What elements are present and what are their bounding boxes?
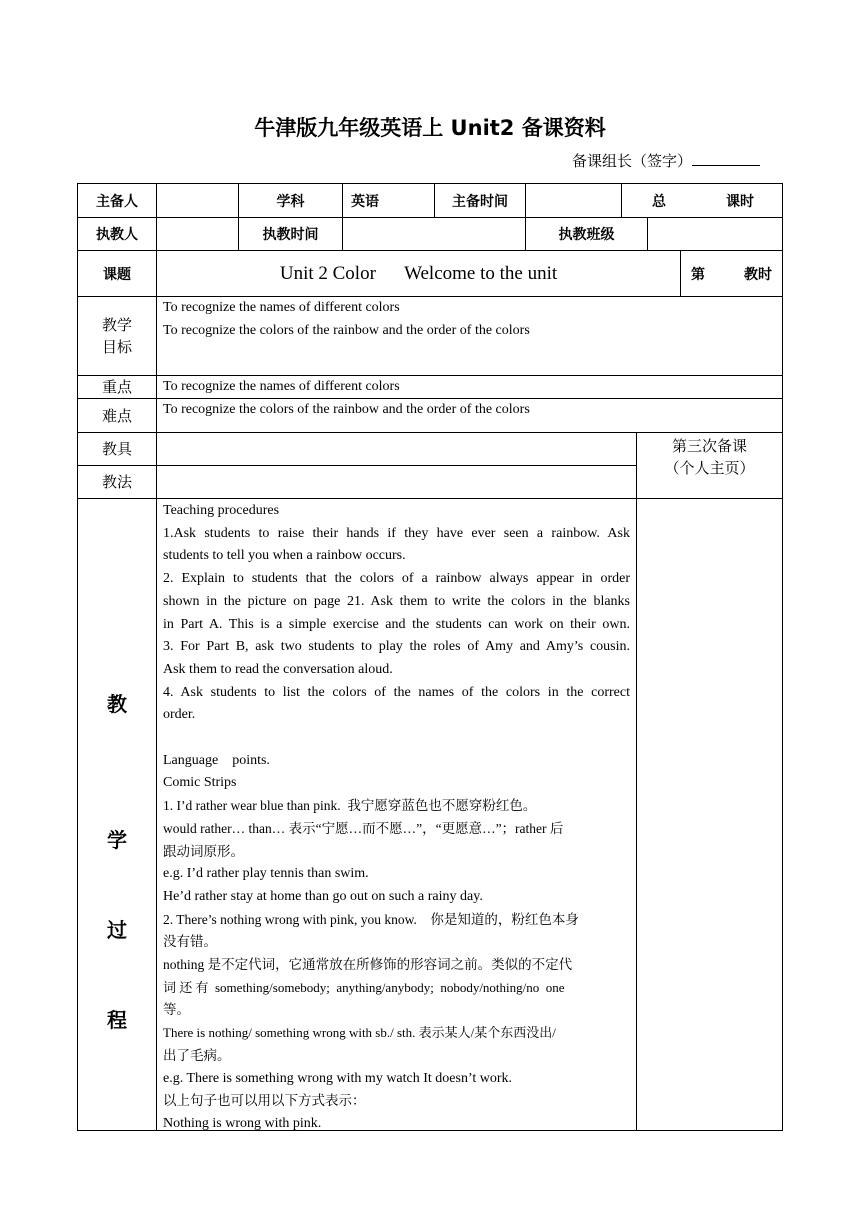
total-label: 总 — [652, 193, 666, 210]
process-char: 学 — [107, 828, 127, 852]
process-char: 过 — [107, 918, 127, 942]
lead-teacher-label: 主备人 — [78, 184, 157, 218]
process-line: students to tell you when a rainbow occurs. — [163, 548, 406, 564]
objective-line: To recognize the colors of the rainbow and the order of the colors — [163, 322, 530, 338]
process-line: There is nothing/ something wrong with sb./ sth. 表示某人/某个东西没出/ — [163, 1025, 556, 1041]
process-line: Teaching procedures — [163, 503, 280, 518]
objectives-content — [157, 297, 782, 376]
key-point-value: To recognize the names of different colors — [157, 376, 782, 399]
objective-line: To recognize the names of different colors — [163, 300, 400, 315]
process-line: Comic Strips — [163, 775, 237, 791]
process-line: Language points. — [163, 752, 270, 768]
period-no-label: 第 — [691, 266, 705, 283]
teaching-aids-label: 教具 — [78, 433, 157, 466]
process-line: 3. For Part B, ask two students to play the roles of Amy and Amy’s cousin. — [163, 639, 630, 655]
process-line: 1.Ask students to raise their hands if they have ever seen a rainbow. Ask — [163, 525, 630, 541]
process-line: order. — [163, 707, 196, 723]
process-line: 等。 — [163, 1002, 190, 1018]
process-line: in Part A. This is a simple exercise and the students can work on their own. — [163, 616, 630, 632]
key-point-label: 重点 — [78, 376, 157, 399]
process-line: would rather… than… 表示“宁愿…而不愿…”，“更愿意…”；rather 后 — [163, 820, 564, 836]
prep-time-label: 主备时间 — [435, 184, 526, 218]
process-char: 程 — [107, 1008, 127, 1032]
process-line: Nothing is wrong with pink. — [163, 1115, 322, 1131]
process-label — [78, 499, 157, 1131]
process-char: 教 — [107, 692, 127, 716]
teaching-method-label: 教法 — [78, 466, 157, 499]
process-line: 没有错。 — [163, 934, 217, 950]
topic-label: 课题 — [78, 251, 157, 297]
subject-value: 英语 — [343, 184, 435, 218]
process-line: 跟动词原形。 — [163, 843, 244, 859]
third-prep-subtitle: （个人主页） — [664, 459, 755, 477]
process-line: shown in the picture on page 21. Ask them to write the colors in the blanks — [163, 593, 630, 609]
teaching-time-label: 执教时间 — [239, 218, 343, 251]
topic-value: Unit 2 Color Welcome to the unit — [157, 251, 681, 297]
process-line — [163, 727, 630, 750]
group-leader-signature — [520, 150, 760, 171]
subject-label: 学科 — [239, 184, 343, 218]
difficulty-value: To recognize the colors of the rainbow and the order of the colors — [157, 399, 782, 433]
difficulty-label: 难点 — [78, 399, 157, 433]
process-line: e.g. I’d rather play tennis than swim. — [163, 866, 369, 882]
process-line: 2. Explain to students that the colors of a rainbow always appear in order — [163, 571, 630, 587]
period-label: 教时 — [744, 266, 772, 283]
teacher-label: 执教人 — [78, 218, 157, 251]
third-prep-title: 第三次备课 — [671, 437, 747, 455]
process-line: 词 还 有 something/somebody; anything/anybody; nobody/nothing/no one — [163, 979, 565, 995]
teaching-aids-value — [157, 433, 637, 466]
teaching-time-value — [343, 218, 526, 251]
class-value — [648, 218, 782, 251]
prep-time-value — [526, 184, 622, 218]
total-periods — [622, 184, 782, 218]
signature-blank — [692, 151, 760, 166]
process-content — [157, 499, 637, 1131]
lesson-plan-table — [77, 183, 783, 1131]
process-line: 以上句子也可以用以下方式表示： — [163, 1093, 366, 1109]
process-line: He’d rather stay at home than go out on such a rainy day. — [163, 888, 483, 904]
teacher-value — [157, 218, 239, 251]
process-line: 出了毛病。 — [163, 1047, 231, 1063]
third-prep-notes — [637, 499, 782, 1131]
process-line: e.g. There is something wrong with my watch It doesn’t work. — [163, 1070, 513, 1086]
process-line: Ask them to read the conversation aloud. — [163, 661, 393, 677]
signature-label: 备课组长（签字） — [571, 152, 692, 170]
period-number — [681, 251, 782, 297]
page-title: 牛津版九年级英语上 Unit2 备课资料 — [254, 116, 606, 140]
process-line: nothing 是不定代词，它通常放在所修饰的形容词之前。类似的不定代 — [163, 957, 573, 973]
process-line: 2. There’s nothing wrong with pink, you know. 你是知道的，粉红色本身 — [163, 911, 579, 927]
periods-label: 课时 — [726, 193, 754, 210]
teaching-method-value — [157, 466, 637, 499]
class-label: 执教班级 — [526, 218, 648, 251]
process-line: 1. I’d rather wear blue than pink. 我宁愿穿蓝色也不愿穿粉红色。 — [163, 798, 537, 814]
process-line: 4. Ask students to list the colors of the names of the colors in the correct — [163, 684, 630, 700]
third-prep-cell — [637, 433, 782, 499]
lead-teacher-value — [157, 184, 239, 218]
objectives-label: 教学目标 — [78, 297, 157, 376]
